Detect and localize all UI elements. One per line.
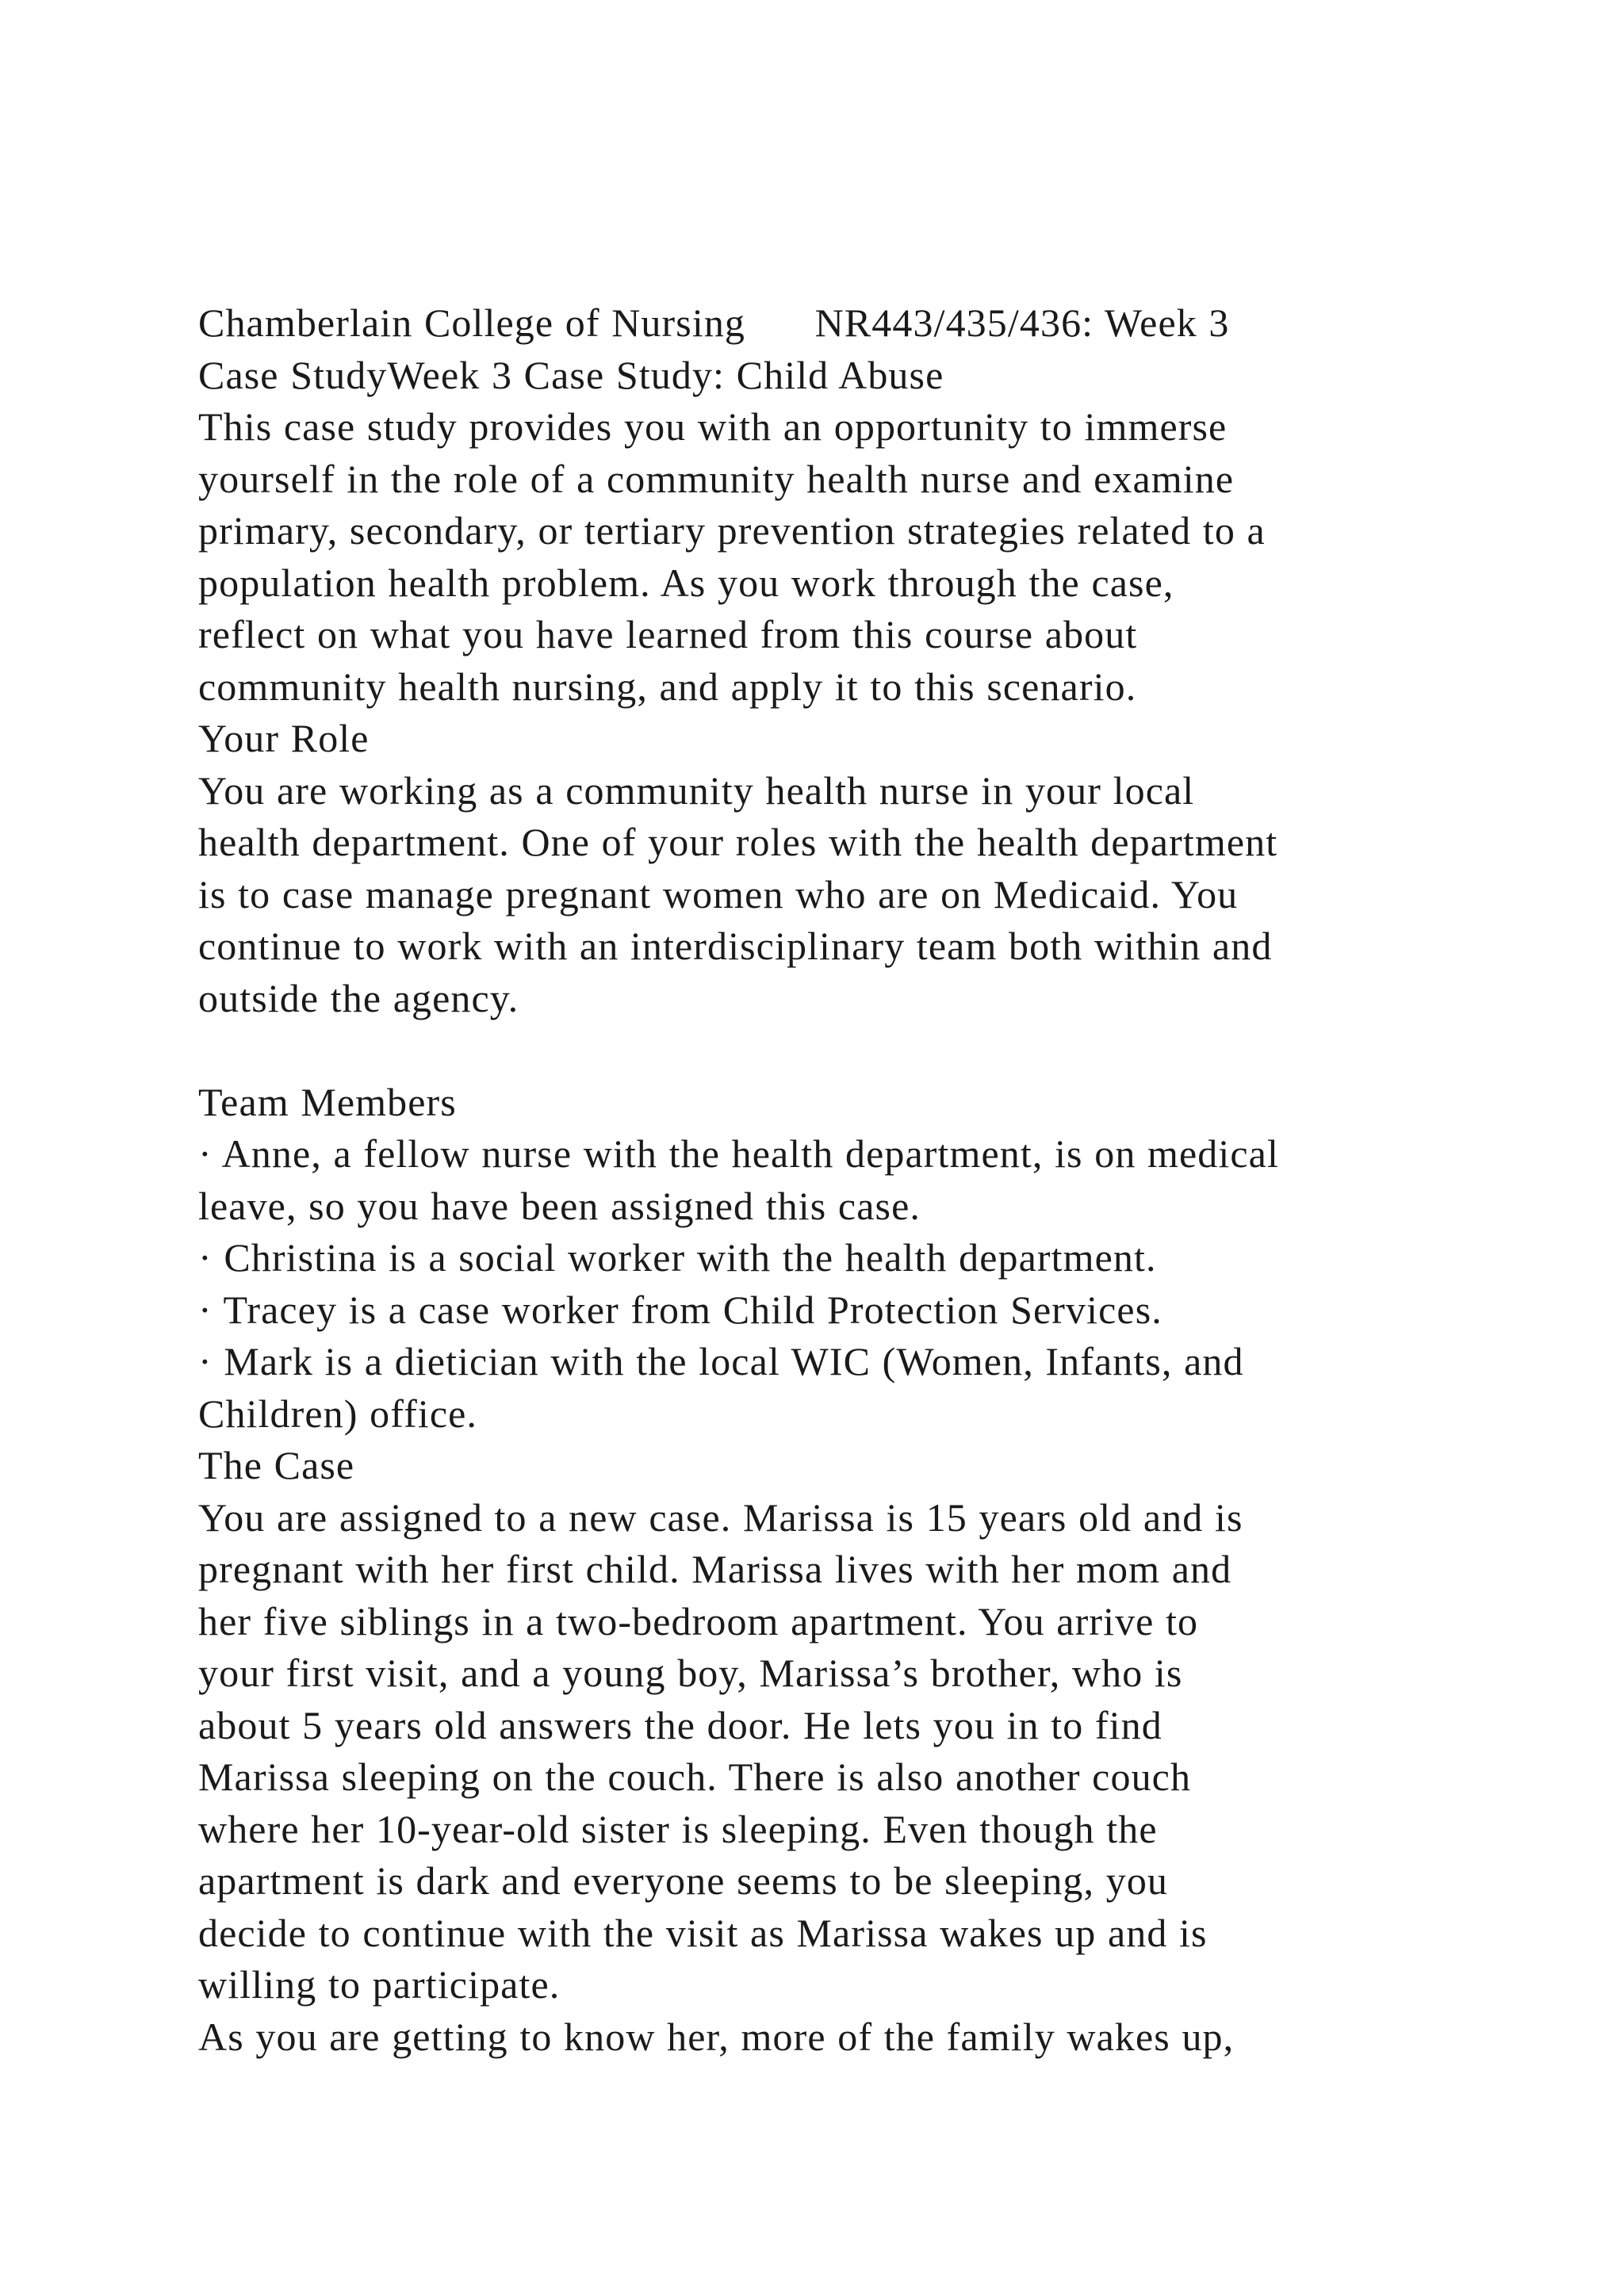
paragraph-spacer [198, 1024, 1507, 1077]
intro-line: primary, secondary, or tertiary prevention strategies related to a [198, 508, 1266, 553]
intro-line: population health problem. As you work through the case, [198, 560, 1174, 605]
case-line: Marissa sleeping on the couch. There is also another couch [198, 1755, 1192, 1799]
role-line: outside the agency. [198, 975, 519, 1020]
case-line: apartment is dark and everyone seems to be sleeping, you [198, 1858, 1169, 1903]
case-line: pregnant with her first child. Marissa lives with her mom and [198, 1547, 1232, 1591]
case-line: As you are getting to know her, more of the family wakes up, [198, 2014, 1235, 2059]
role-line: health department. One of your roles with the health department [198, 820, 1278, 864]
role-line: continue to work with an interdisciplinary team both within and [198, 924, 1273, 968]
role-heading: Your Role [198, 716, 370, 760]
team-member-line: · Mark is a dietician with the local WIC (Women, Infants, and [198, 1339, 1244, 1383]
case-line: her five siblings in a two-bedroom apartment. You arrive to [198, 1598, 1199, 1644]
team-member-line: · Anne, a fellow nurse with the health department, is on medical [198, 1131, 1279, 1176]
case-line: decide to continue with the visit as Marissa wakes up and is [198, 1910, 1208, 1955]
case-line: willing to participate. [198, 1962, 561, 2007]
case-line: your first visit, and a young boy, Marissa’s brother, who is [198, 1651, 1183, 1695]
team-member-line: · Tracey is a case worker from Child Protection Services. [198, 1287, 1162, 1332]
role-line: is to case manage pregnant women who are on Medicaid. You [198, 871, 1239, 916]
intro-line: community health nursing, and apply it to this scenario. [198, 664, 1137, 709]
case-line: You are assigned to a new case. Marissa is 15 years old and is [198, 1494, 1243, 1540]
document-body [198, 297, 1507, 2063]
intro-line: reflect on what you have learned from this course about [198, 612, 1138, 656]
case-line: about 5 years old answers the door. He lets you in to find [198, 1702, 1162, 1747]
intro-line: This case study provides you with an opportunity to immerse [198, 404, 1228, 449]
document-title: Case StudyWeek 3 Case Study: Child Abuse [198, 352, 944, 397]
intro-line: yourself in the role of a community health nurse and examine [198, 456, 1235, 501]
team-heading: Team Members [198, 1079, 457, 1124]
case-line: where her 10-year-old sister is sleeping. Even though the [198, 1806, 1158, 1851]
team-member-line: · Christina is a social worker with the health department. [198, 1235, 1157, 1280]
role-line: You are working as a community health nurse in your local [198, 767, 1195, 813]
case-heading: The Case [198, 1443, 355, 1487]
team-member-line: leave, so you have been assigned this case. [198, 1183, 921, 1228]
document-header: Chamberlain College of Nursing NR443/435/436: Week 3 [198, 300, 1230, 345]
team-member-line: Children) office. [198, 1391, 477, 1436]
